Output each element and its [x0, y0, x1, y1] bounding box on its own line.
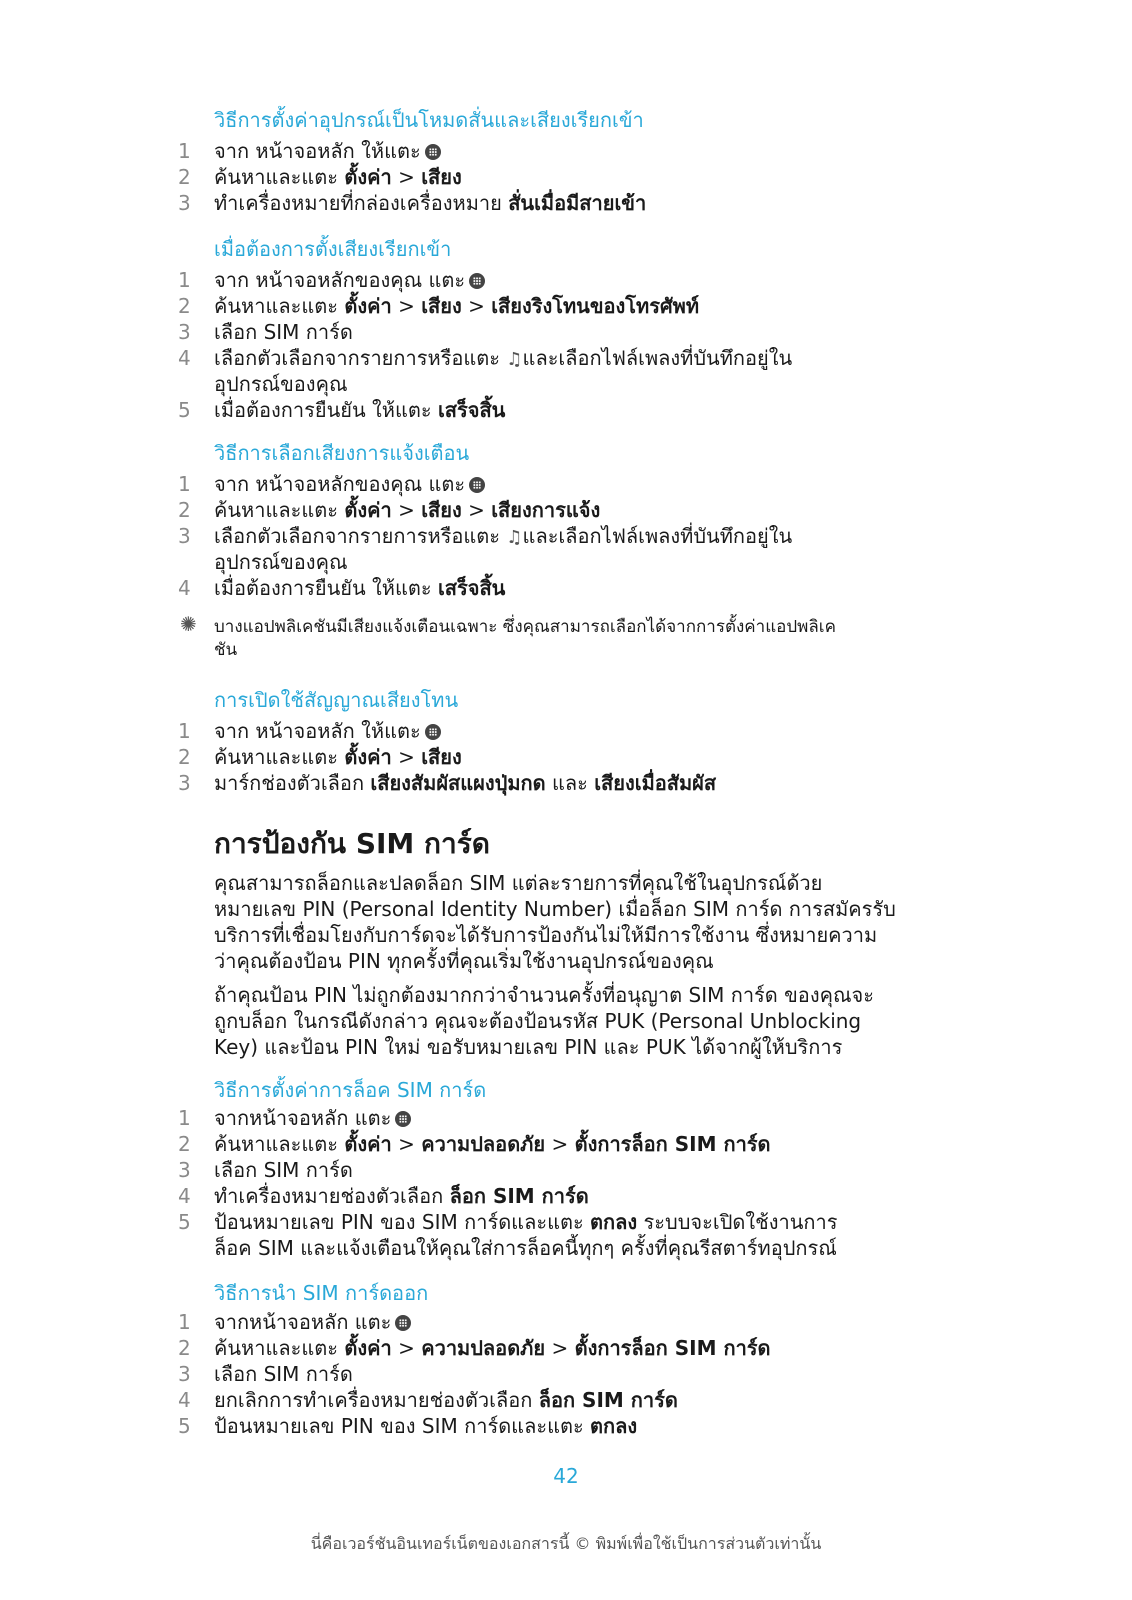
step-bold: ตกลง	[590, 1414, 638, 1438]
step-bold: ความปลอดภัย	[421, 1336, 546, 1360]
step-bold: ล็อก SIM การ์ด	[538, 1388, 678, 1412]
step-number: 1	[178, 472, 191, 496]
step-bold: ตั้งค่า	[344, 1132, 392, 1156]
step-text: จาก หน้าจอหลักของคุณ แตะ	[214, 268, 466, 292]
step-text: จาก หน้าจอหลักของคุณ แตะ	[214, 472, 466, 496]
tip-line: ชัน	[214, 640, 238, 660]
step-bold: ตกลง	[590, 1210, 638, 1234]
paragraph-line: ถ้าคุณป้อน PIN ไม่ถูกต้องมากกว่าจำนวนครั้งที่อนุญาต SIM การ์ด ของคุณจะ	[214, 983, 874, 1007]
step-text: อุปกรณ์ของคุณ	[214, 372, 348, 396]
step-text: และ	[545, 771, 595, 795]
apps-icon	[469, 477, 485, 493]
step-text: ป้อนหมายเลข PIN ของ SIM การ์ดและแตะ	[214, 1210, 591, 1234]
step-text: ค้นหาและแตะ	[214, 498, 345, 522]
paragraph-line: หมายเลข PIN (Personal Identity Number) เมื่อล็อก SIM การ์ด การสมัครรับ	[214, 897, 896, 921]
step-number: 2	[178, 745, 191, 769]
step-number: 3	[178, 1158, 191, 1182]
apps-icon	[469, 273, 485, 289]
step-number: 5	[178, 1210, 191, 1234]
step-bold: ความปลอดภัย	[421, 1132, 546, 1156]
step-sep: >	[461, 294, 492, 318]
step-text: ค้นหาและแตะ	[214, 745, 345, 769]
step-bold: เสียงสัมผัสแผงปุ่มกด	[370, 771, 546, 795]
music-file-icon: ♫	[506, 349, 523, 370]
step-text: จากหน้าจอหลัก แตะ	[214, 1106, 392, 1130]
step-number: 1	[178, 268, 191, 292]
step-number: 2	[178, 294, 191, 318]
step-text: ค้นหาและแตะ	[214, 1132, 345, 1156]
step-number: 1	[178, 1106, 191, 1130]
footer-notice: นี่คือเวอร์ชันอินเทอร์เน็ตของเอกสารนี้ © พิมพ์เพื่อใช้เป็นการส่วนตัวเท่านั้น	[310, 1534, 822, 1553]
step-number: 3	[178, 771, 191, 795]
step-text: ค้นหาและแตะ	[214, 165, 345, 189]
step-number: 3	[178, 191, 191, 215]
step-bold: เสียงการแจ้ง	[491, 498, 601, 522]
step-text: ทำเครื่องหมายที่กล่องเครื่องหมาย	[214, 191, 509, 215]
section-title-notification: วิธีการเลือกเสียงการแจ้งเตือน	[214, 441, 470, 465]
section-title-vibrate: วิธีการตั้งค่าอุปกรณ์เป็นโหมดสั่นและเสียงเรียกเข้า	[214, 108, 644, 132]
tip-line: บางแอปพลิเคชันมีเสียงแจ้งเตือนเฉพาะ ซึ่งคุณสามารถเลือกได้จากการตั้งค่าแอปพลิเค	[214, 617, 836, 637]
step-sep: >	[545, 1336, 575, 1360]
step-text: ป้อนหมายเลข PIN ของ SIM การ์ดและแตะ	[214, 1414, 591, 1438]
step-number: 4	[178, 1388, 191, 1412]
paragraph-line: ว่าคุณต้องป้อน PIN ทุกครั้งที่คุณเริ่มใช้งานอุปกรณ์ของคุณ	[214, 949, 714, 973]
step-bold: เสร็จสิ้น	[437, 398, 506, 422]
step-number: 2	[178, 165, 191, 189]
lightbulb-icon: ✺	[180, 612, 197, 636]
step-number: 3	[178, 1362, 191, 1386]
paragraph-line: บริการที่เชื่อมโยงกับการ์ดจะได้รับการป้องกันไม่ให้มีการใช้งาน ซึ่งหมายความ	[214, 923, 878, 947]
step-text: เลือก SIM การ์ด	[214, 1362, 353, 1386]
step-number: 4	[178, 346, 191, 370]
apps-icon	[425, 144, 441, 160]
step-number: 5	[178, 398, 191, 422]
step-sep: >	[391, 165, 422, 189]
step-text: เลือก SIM การ์ด	[214, 1158, 353, 1182]
step-sep: >	[391, 294, 422, 318]
step-text: และเลือกไฟล์เพลงที่บันทึกอยู่ใน	[522, 524, 793, 548]
paragraph	[214, 870, 940, 974]
step-text: ล็อค SIM และแจ้งเตือนให้คุณใส่การล็อคนี้ทุกๆ ครั้งที่คุณรีสตาร์ทอุปกรณ์	[214, 1236, 837, 1260]
step-text: ระบบจะเปิดใช้งานการ	[637, 1210, 838, 1234]
step-sep: >	[391, 745, 422, 769]
step-number: 1	[178, 139, 191, 163]
step-bold: ตั้งค่า	[344, 498, 392, 522]
step-text: เลือกตัวเลือกจากรายการหรือแตะ	[214, 346, 507, 370]
step-text: เมื่อต้องการยืนยัน ให้แตะ	[214, 398, 438, 422]
step-bold: ตั้งการล็อก SIM การ์ด	[574, 1336, 771, 1360]
section-title-keytones: การเปิดใช้สัญญาณเสียงโทน	[214, 688, 459, 712]
step-number: 4	[178, 576, 191, 600]
paragraph-line: ถูกบล็อก ในกรณีดังกล่าว คุณจะต้องป้อนรหัส PUK (Personal Unblocking	[214, 1009, 862, 1033]
step-bold: เสียง	[421, 745, 462, 769]
step-number: 1	[178, 1310, 191, 1334]
step-bold: ตั้งค่า	[344, 294, 392, 318]
step-bold: เสียง	[421, 165, 462, 189]
apps-icon	[425, 724, 441, 740]
step-text: ค้นหาและแตะ	[214, 1336, 345, 1360]
step-number: 2	[178, 1132, 191, 1156]
step-text: จาก หน้าจอหลัก ให้แตะ	[214, 139, 421, 163]
step-bold: เสร็จสิ้น	[437, 576, 506, 600]
paragraph	[214, 982, 940, 1060]
step-text: เลือก SIM การ์ด	[214, 320, 353, 344]
page-number: 42	[553, 1464, 579, 1488]
step-sep: >	[545, 1132, 575, 1156]
step-text: มาร์กช่องตัวเลือก	[214, 771, 371, 795]
step-text: เมื่อต้องการยืนยัน ให้แตะ	[214, 576, 438, 600]
step-number: 1	[178, 719, 191, 743]
step-bold: เสียงริงโทนของโทรศัพท์	[491, 294, 700, 318]
music-file-icon: ♫	[506, 527, 523, 548]
step-text: ทำเครื่องหมายช่องตัวเลือก	[214, 1184, 450, 1208]
section-title-sim-lock: วิธีการตั้งค่าการล็อค SIM การ์ด	[214, 1078, 487, 1102]
step-text: จาก หน้าจอหลัก ให้แตะ	[214, 719, 421, 743]
paragraph-line: คุณสามารถล็อกและปลดล็อก SIM แต่ละรายการที่คุณใช้ในอุปกรณ์ด้วย	[214, 871, 823, 895]
step-sep: >	[391, 1336, 422, 1360]
step-text: อุปกรณ์ของคุณ	[214, 550, 348, 574]
step-number: 5	[178, 1414, 191, 1438]
step-text: จากหน้าจอหลัก แตะ	[214, 1310, 392, 1334]
step-number: 3	[178, 320, 191, 344]
page-heading: การป้องกัน SIM การ์ด	[214, 827, 490, 860]
step-bold: ตั้งค่า	[344, 165, 392, 189]
step-sep: >	[391, 1132, 422, 1156]
step-bold: ตั้งค่า	[344, 1336, 392, 1360]
step-number: 2	[178, 498, 191, 522]
step-text: เลือกตัวเลือกจากรายการหรือแตะ	[214, 524, 507, 548]
step-text: ยกเลิกการทำเครื่องหมายช่องตัวเลือก	[214, 1388, 539, 1412]
step-bold: ตั้งการล็อก SIM การ์ด	[574, 1132, 771, 1156]
step-bold: สั่นเมื่อมีสายเข้า	[508, 191, 647, 215]
apps-icon	[395, 1111, 411, 1127]
step-bold: ตั้งค่า	[344, 745, 392, 769]
step-text: ค้นหาและแตะ	[214, 294, 345, 318]
step-bold: เสียงเมื่อสัมผัส	[594, 771, 717, 795]
step-text: และเลือกไฟล์เพลงที่บันทึกอยู่ใน	[522, 346, 793, 370]
step-sep: >	[461, 498, 492, 522]
step-bold: ล็อก SIM การ์ด	[449, 1184, 589, 1208]
tip-text	[214, 616, 934, 662]
apps-icon	[395, 1315, 411, 1331]
step-sep: >	[391, 498, 422, 522]
section-title-sim-remove: วิธีการนำ SIM การ์ดออก	[214, 1281, 429, 1305]
paragraph-line: Key) และป้อน PIN ใหม่ ขอรับหมายเลข PIN และ PUK ได้จากผู้ให้บริการ	[214, 1035, 843, 1059]
section-title-ringtone: เมื่อต้องการตั้งเสียงเรียกเข้า	[214, 237, 452, 261]
step-bold: เสียง	[421, 294, 462, 318]
step-bold: เสียง	[421, 498, 462, 522]
step-number: 4	[178, 1184, 191, 1208]
step-number: 3	[178, 524, 191, 548]
step-number: 2	[178, 1336, 191, 1360]
